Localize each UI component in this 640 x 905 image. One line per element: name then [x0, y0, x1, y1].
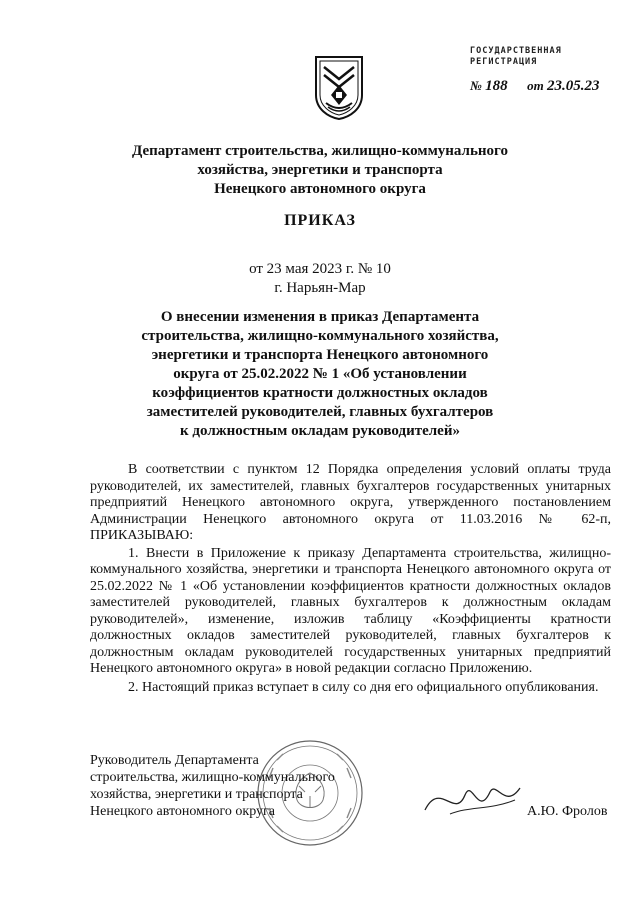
stamp-date: 23.05.23 — [547, 78, 600, 94]
stamp-number-prefix: № — [470, 78, 482, 93]
city-line: г. Нарьян-Мар — [274, 280, 366, 296]
document-title: ПРИКАЗ — [284, 212, 356, 229]
stamp-line2: РЕГИСТРАЦИЯ — [470, 57, 538, 67]
signer-title-line1: Руководитель Департамента — [90, 753, 259, 768]
item-2-paragraph: 2. Настоящий приказ вступает в силу со дня его официального опубликования. — [128, 679, 599, 695]
date-line: от 23 мая 2023 г. № 10 — [249, 261, 391, 277]
registration-stamp — [470, 46, 630, 94]
subject-line-3: энергетики и транспорта Ненецкого автономного — [151, 347, 489, 363]
subject-line-1: О внесении изменения в приказ Департамента — [160, 309, 480, 325]
item-1-paragraph: 1. Внести в Приложение к приказу Департамента строительства, жилищно-коммунального хозяйства, энергетики и транспорта Ненецкого автономного округа от 25.02.2022 № 1 «Об установлении коэффициентов кратности должностных окладов заместителей руководителей, главных бухгалтеров к должностным окладам руководителей», изменение, изложив таблицу «Коэффициенты кратности должностных окладов заместителей руководителей, главных бухгалтеров к должностным окладам руководителей государственных унитарных предприятий Ненецкого автономного округа» в новой редакции согласно Приложению. — [90, 545, 611, 676]
org-line1: Департамент строительства, жилищно-коммунального — [131, 143, 508, 159]
stamp-line1: ГОСУДАРСТВЕННАЯ — [470, 46, 562, 56]
subject-line-5: коэффициентов кратности должностных окладов — [152, 385, 488, 401]
signer-title-line3: хозяйства, энергетики и транспорта — [90, 787, 303, 802]
subject-line-2: строительства, жилищно-коммунального хозяйства, — [141, 328, 499, 344]
stamp-number: 188 — [485, 78, 508, 94]
coat-of-arms-icon — [314, 55, 364, 121]
subject-line-7: к должностным окладам руководителей» — [180, 423, 460, 439]
body-text — [90, 462, 611, 696]
signer-title-line2: строительства, жилищно-коммунального — [90, 770, 335, 785]
handwritten-signature-icon — [420, 770, 525, 830]
signer-title-line4: Ненецкого автономного округа — [90, 804, 275, 819]
org-line3: Ненецкого автономного округа — [214, 181, 426, 197]
signature-block — [90, 752, 335, 820]
org-line2: хозяйства, энергетики и транспорта — [197, 162, 443, 178]
preamble-paragraph: В соответствии с пунктом 12 Порядка определения условий оплаты труда руководителей, их заместителей, главных бухгалтеров государственных унитарных предприятий Ненецкого автономного округа, утвержденного постановлением Администрации Ненецкого автономного округа от 11.03.2016 № 62-п, ПРИКАЗЫВАЮ: — [90, 462, 611, 543]
subject-line-6: заместителей руководителей, главных бухгалтеров — [146, 404, 494, 420]
subject-line-4: округа от 25.02.2022 № 1 «Об установлении — [173, 366, 467, 382]
stamp-date-prefix: от — [527, 78, 544, 93]
signer-name: А.Ю. Фролов — [527, 804, 608, 819]
stamp-number-row — [470, 78, 600, 95]
